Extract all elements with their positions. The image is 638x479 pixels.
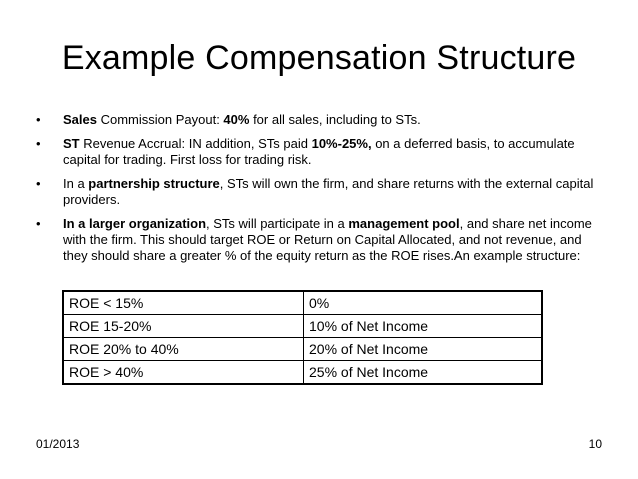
table-cell-share: 20% of Net Income [304,338,543,361]
bullet-text: for all sales, including to STs. [249,112,421,127]
bullet-item-partnership [36,176,596,208]
bullet-icon: • [36,112,41,127]
bullet-bold-text: In a larger organization [63,216,207,231]
bullet-bold-text: partnership structure [88,176,220,191]
roe-compensation-table [62,290,543,385]
bullet-text: , STs will participate in a [206,216,349,231]
table-row [63,291,542,315]
table-row [63,361,542,385]
bullet-item-sales [36,112,596,128]
bullet-bold-text: management pool [348,216,460,231]
bullet-item-st-revenue [36,136,596,168]
bullet-item-larger-organization [36,216,596,264]
footer-date: 01/2013 [36,437,80,451]
table-cell-roe-range: ROE 20% to 40% [63,338,304,361]
footer-page-number: 10 [588,437,602,451]
bullet-text: on a deferred basis, to accumulate capital for trading. First loss for trading risk. [63,136,575,167]
bullet-bold-text: ST [63,136,80,151]
slide-title: Example Compensation Structure [61,39,577,77]
table-cell-share: 10% of Net Income [304,315,543,338]
bullet-bold-text: Sales [63,112,97,127]
bullet-icon: • [36,136,41,151]
table-cell-roe-range: ROE > 40% [63,361,304,385]
table-row [63,315,542,338]
table-cell-share: 0% [304,291,543,315]
bullet-text: In a [63,176,89,191]
table-cell-roe-range: ROE < 15% [63,291,304,315]
bullet-icon: • [36,216,41,231]
bullet-text: Revenue Accrual: IN addition, STs paid [79,136,312,151]
bullet-text: , and share net income with the firm. This should target ROE or Return on Capital Allocated, and not revenue, and they should share a greater % of the equity return as the ROE rises.An example structure: [63,216,592,263]
bullet-icon: • [36,176,41,191]
bullet-list [36,112,596,272]
bullet-text: Commission Payout: [96,112,224,127]
bullet-bold-text: 40% [223,112,250,127]
bullet-bold-text: 10%-25%, [311,136,372,151]
table-row [63,338,542,361]
table-cell-share: 25% of Net Income [304,361,543,385]
bullet-text: , STs will own the firm, and share returns with the external capital providers. [63,176,594,207]
table-cell-roe-range: ROE 15-20% [63,315,304,338]
